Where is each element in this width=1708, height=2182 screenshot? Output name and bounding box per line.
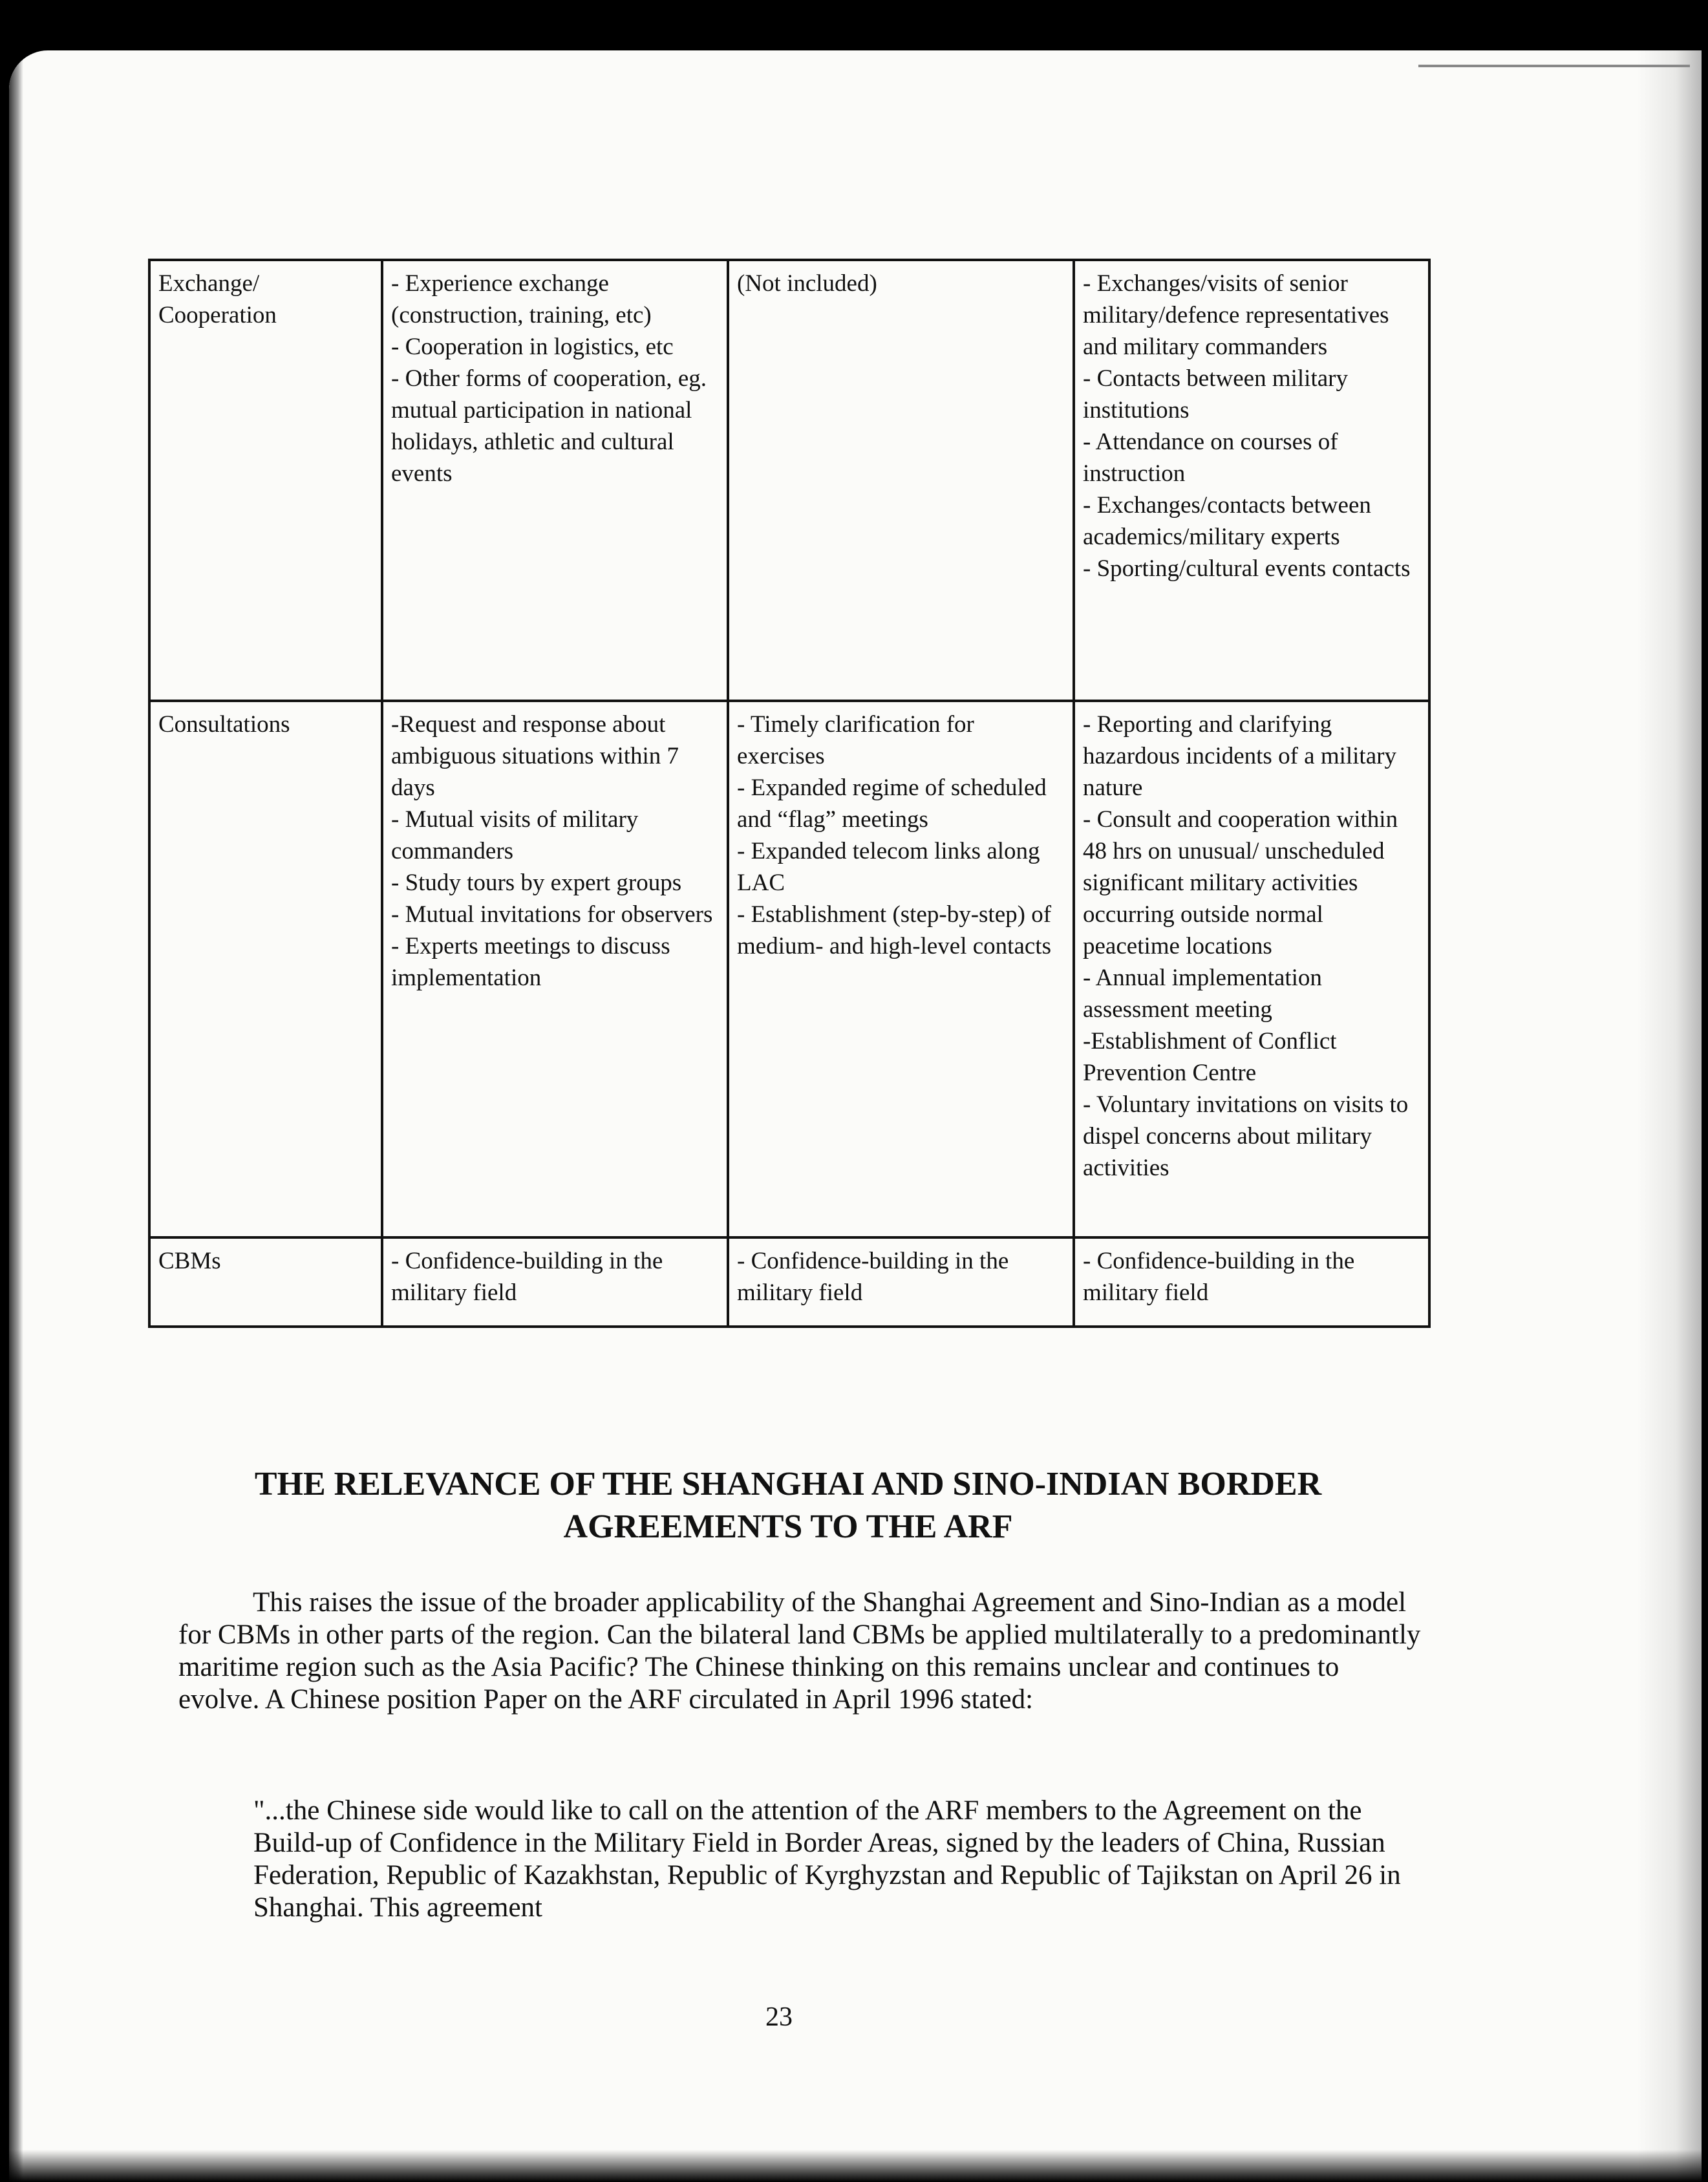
cell-item: - Expanded regime of scheduled and “flag” meetings xyxy=(737,775,1047,833)
cell-item: - Exchanges/visits of senior military/defence representatives and military commanders xyxy=(1083,270,1389,360)
block-quote: "...the Chinese side would like to call on the attention of the ARF members to the Agreement on the Build-up of Confidence in the Military Field in Border Areas, signed by the leaders of China, Russian Federation, Republic of Kazakhstan, Republic of Kyrghyzstan and Republic of Tajikstan on April 26 in Shanghai. This agreement xyxy=(253,1795,1401,1923)
table-cell xyxy=(382,701,728,1237)
cell-item: - Other forms of cooperation, eg. mutual participation in national holidays, athletic and cultural events xyxy=(391,365,707,487)
cell-item: (Not included) xyxy=(737,270,877,297)
page-right-shadow xyxy=(1637,50,1702,2182)
page-bottom-shadow xyxy=(9,2150,1702,2182)
cell-item: - Voluntary invitations on visits to dispel concerns about military activities xyxy=(1083,1091,1409,1181)
table-cell xyxy=(728,1237,1074,1327)
table-cell xyxy=(1074,1237,1429,1327)
cell-item: - Consult and cooperation within 48 hrs on unusual/ unscheduled significant military activities occurring outside normal peacetime locations xyxy=(1083,806,1398,959)
cell-item: - Confidence-building in the military field xyxy=(391,1248,663,1306)
cell-item: - Timely clarification for exercises xyxy=(737,711,974,769)
table-row-exchange xyxy=(149,260,1429,701)
cell-item: - Annual implementation assessment meeting xyxy=(1083,965,1322,1023)
cell-item: - Mutual visits of military commanders xyxy=(391,806,639,864)
section-heading: THE RELEVANCE OF THE SHANGHAI AND SINO-INDIAN BORDER AGREEMENTS TO THE ARF xyxy=(254,1466,1322,1545)
row-label: Exchange/ Cooperation xyxy=(158,270,277,328)
row-label-cell xyxy=(149,701,382,1237)
cell-item: - Sporting/cultural events contacts xyxy=(1083,555,1411,582)
cell-item: - Contacts between military institutions xyxy=(1083,365,1348,423)
cell-item: -Establishment of Conflict Prevention Centre xyxy=(1083,1028,1337,1086)
cell-item: - Expanded telecom links along LAC xyxy=(737,838,1040,896)
cbm-comparison-table xyxy=(148,259,1431,1328)
cell-item: - Reporting and clarifying hazardous incidents of a military nature xyxy=(1083,711,1396,801)
table-cell xyxy=(382,1237,728,1327)
table-row-consultations xyxy=(149,701,1429,1237)
cell-item: - Study tours by expert groups xyxy=(391,870,682,896)
table-cell xyxy=(382,260,728,701)
top-edge-rule xyxy=(1418,65,1690,67)
row-label: CBMs xyxy=(158,1248,221,1274)
page-left-shadow xyxy=(9,50,23,2182)
row-label-cell xyxy=(149,1237,382,1327)
cell-item: - Confidence-building in the military field xyxy=(737,1248,1009,1306)
page-number: 23 xyxy=(765,2002,793,2032)
cell-item: -Request and response about ambiguous situations within 7 days xyxy=(391,711,679,801)
table-cell xyxy=(728,260,1074,701)
row-label-cell xyxy=(149,260,382,701)
row-label: Consultations xyxy=(158,711,290,738)
cell-item: - Exchanges/contacts between academics/military experts xyxy=(1083,492,1371,550)
cell-item: - Mutual invitations for observers xyxy=(391,901,713,928)
cell-item: - Experts meetings to discuss implementation xyxy=(391,933,670,991)
cell-item: - Attendance on courses of instruction xyxy=(1083,429,1338,487)
cell-item: - Establishment (step-by-step) of medium- and high-level contacts xyxy=(737,901,1052,959)
body-paragraph: This raises the issue of the broader applicability of the Shanghai Agreement and Sino-Indian as a model for CBMs in other parts of the region. Can the bilateral land CBMs be applied multilaterally to a predominantly maritime region such as the Asia Pacific? The Chinese thinking on this remains unclear and continues to evolve. A Chinese position Paper on the ARF circulated in April 1996 stated: xyxy=(178,1587,1421,1715)
cell-item: - Experience exchange (construction, training, etc) xyxy=(391,270,652,328)
table-cell xyxy=(728,701,1074,1237)
table-row-cbms xyxy=(149,1237,1429,1327)
cell-item: - Confidence-building in the military field xyxy=(1083,1248,1355,1306)
document-page xyxy=(9,50,1702,2182)
table-cell xyxy=(1074,260,1429,701)
table-cell xyxy=(1074,701,1429,1237)
cell-item: - Cooperation in logistics, etc xyxy=(391,334,674,360)
